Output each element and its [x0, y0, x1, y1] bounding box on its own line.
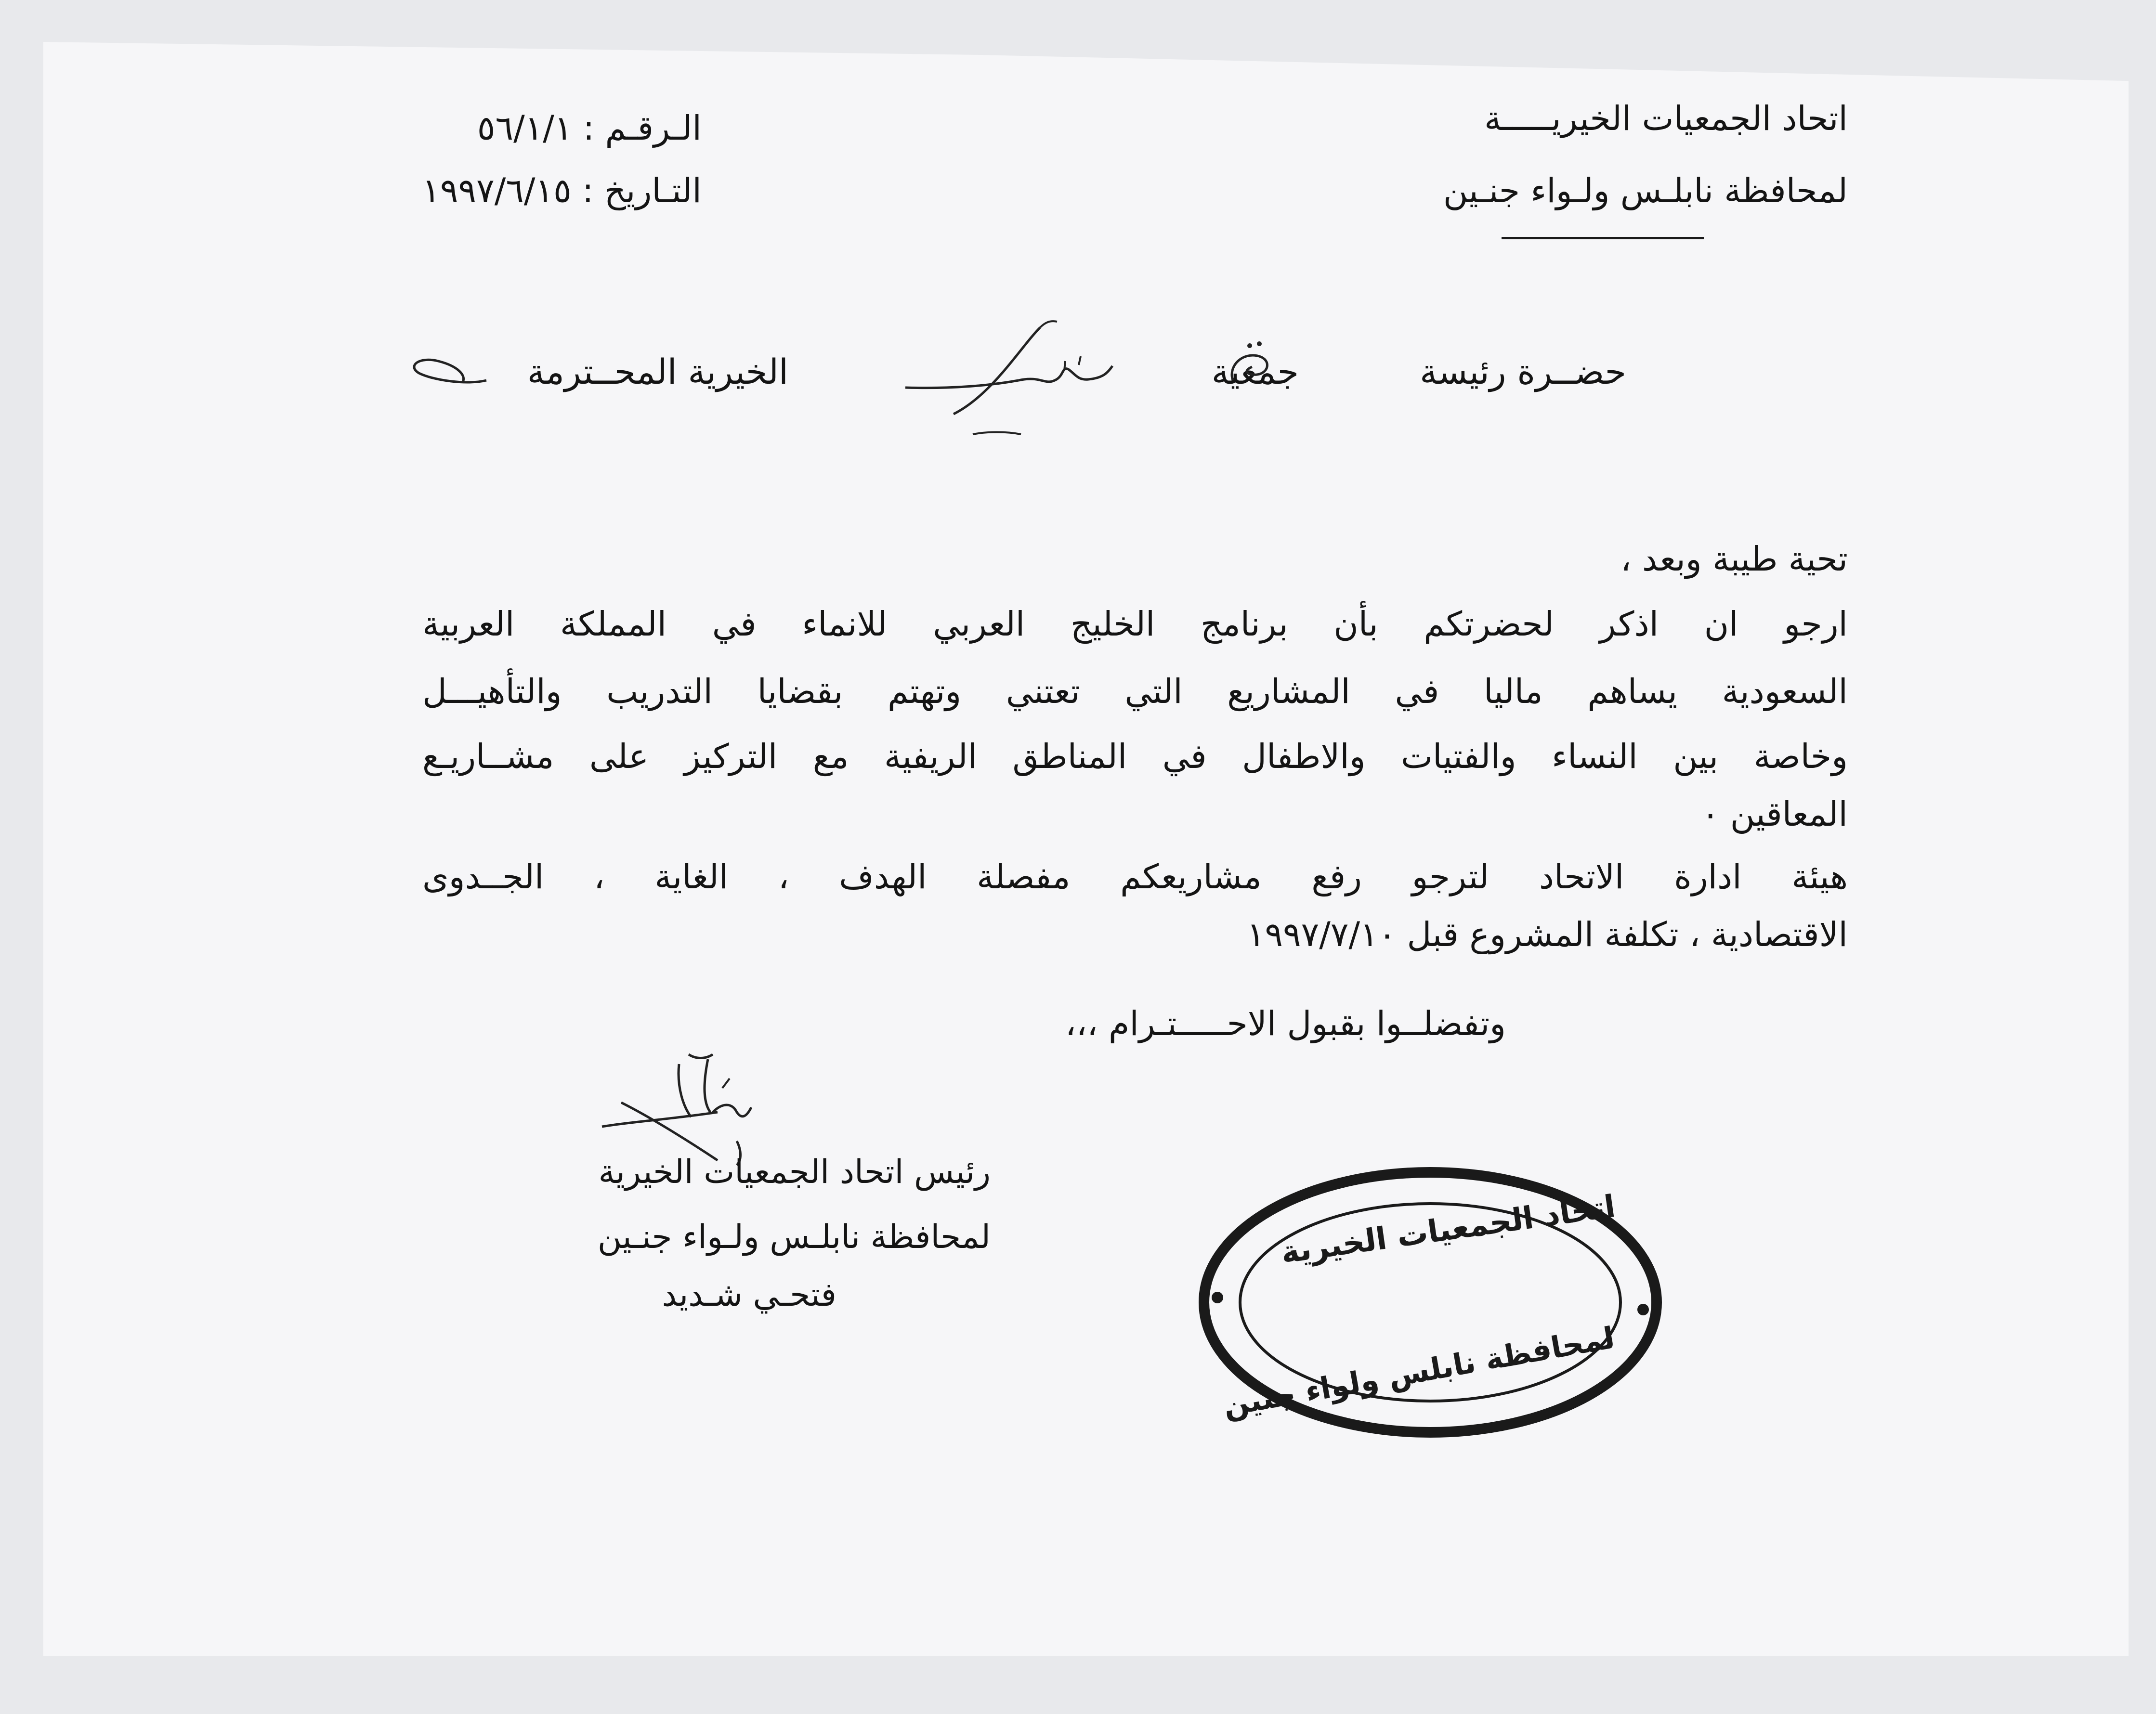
- seal-bottom-text: لمحافظة نابلس ولواء جنين: [1220, 1320, 1618, 1424]
- address-prefix: حضــرة رئيسة: [1420, 351, 1626, 392]
- paragraph1-line4: المعاقين ٠: [1701, 794, 1848, 834]
- letter-paper: [43, 29, 2129, 1656]
- seal-top-text: اتحاد الجمعيات الخيرية: [1279, 1188, 1618, 1271]
- paragraph2-line2: الاقتصادية ، تكلفة المشروع قبل ١٩٩٧/٧/١٠: [1246, 915, 1848, 954]
- handwritten-ta-marbuta: [1223, 337, 1281, 390]
- address-suffix: الخيرية المحــترمة: [527, 351, 788, 392]
- signatory-title-line2: لمحافظة نابلـس ولـواء جنـين: [597, 1218, 991, 1256]
- signatory-title-line1: رئيس اتحاد الجمعيات الخيرية: [598, 1153, 991, 1191]
- org-name-line1: اتحاد الجمعيات الخيريـــــة: [1484, 99, 1848, 138]
- greeting: تحية طيبة وبعد ،: [1620, 539, 1848, 579]
- header-underline: [1502, 237, 1704, 239]
- handwritten-loop: [405, 347, 491, 400]
- paragraph2-line1: هيئة ادارة الاتحاد لترجو رفع مشاريعكم مفصلة الهدف ، الغاية ، الجــدوى: [422, 857, 1848, 896]
- address-society: جمعية: [1211, 351, 1299, 392]
- closing: وتفضلــوا بقبول الاحـــــتـرام ،،،: [1065, 1004, 1506, 1043]
- paragraph1-line2: السعودية يساهم ماليا في المشاريع التي تعتني وتهتم بقضايا التدريب والتأهيـــل: [422, 672, 1848, 711]
- org-name-line2: لمحافظة نابلـس ولـواء جنـين: [1443, 171, 1848, 210]
- reference-number: الـرقـم : ٥٦/١/١: [477, 108, 702, 148]
- organization-seal: [1189, 1156, 1671, 1449]
- handwritten-society-name: [896, 308, 1146, 448]
- paragraph1-line3: وخاصة بين النساء والفتيات والاطفال في المناطق الريفية مع التركيز على مشــاريـع: [422, 737, 1848, 776]
- paragraph1-line1: ارجو ان اذكر لحضرتكم بأن برنامج الخليج العربي للانماء في المملكة العربية: [422, 604, 1848, 644]
- signatory-name: فتحـي شـديد: [662, 1276, 836, 1314]
- letter-date: التـاريخ : ١٩٩٧/٦/١٥: [422, 171, 702, 210]
